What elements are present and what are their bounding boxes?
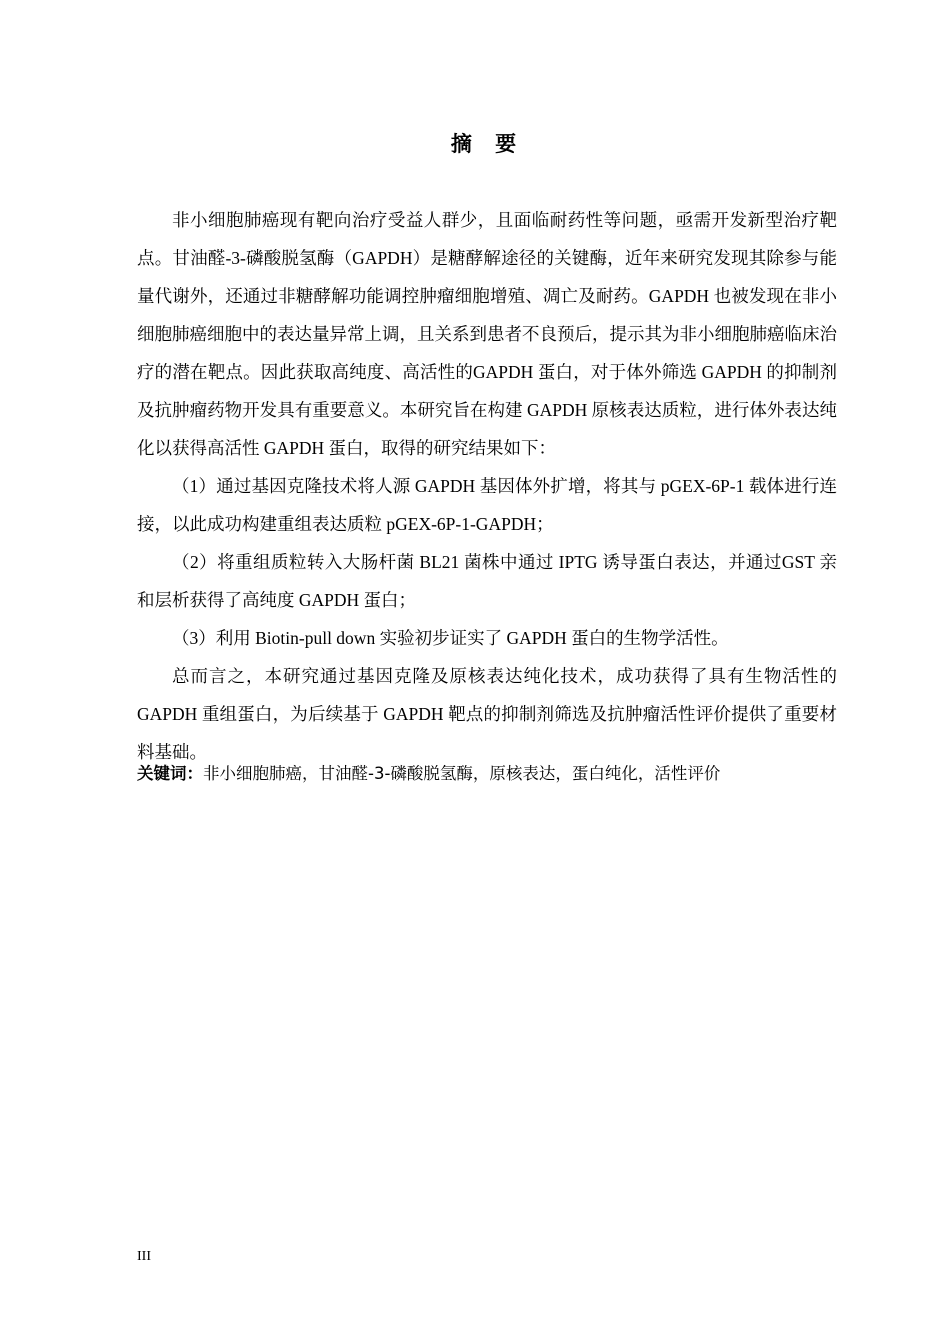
abstract-paragraph-conclusion: 总而言之，本研究通过基因克隆及原核表达纯化技术，成功获得了具有生物活性的 GAPDH 重组蛋白，为后续基于 GAPDH 靶点的抑制剂筛选及抗肿瘤活性评价提供了重要材料基础。	[137, 666, 837, 762]
keywords-text: 非小细胞肺癌，甘油醛-3-磷酸脱氢酶，原核表达，蛋白纯化，活性评价	[203, 764, 721, 783]
abstract-paragraph-result-2: （2）将重组质粒转入大肠杆菌 BL21 菌株中通过 IPTG 诱导蛋白表达，并通过GST 亲和层析获得了高纯度 GAPDH 蛋白；	[137, 552, 837, 610]
abstract-paragraph-result-1: （1）通过基因克隆技术将人源 GAPDH 基因体外扩增，将其与 pGEX-6P-1 载体进行连接，以此成功构建重组表达质粒 pGEX-6P-1-GAPDH；	[137, 476, 837, 534]
page-number: III	[137, 1249, 151, 1264]
abstract-paragraph-result-3: （3）利用 Biotin-pull down 实验初步证实了 GAPDH 蛋白的生物学活性。	[172, 628, 729, 648]
page-title: 摘 要	[450, 132, 525, 156]
keywords-label: 关键词：	[137, 764, 203, 783]
keywords-line	[137, 763, 837, 785]
abstract-paragraph-intro: 非小细胞肺癌现有靶向治疗受益人群少，且面临耐药性等问题，亟需开发新型治疗靶点。甘油醛-3-磷酸脱氢酶（GAPDH）是糖酵解途径的关键酶，近年来研究发现其除参与能量代谢外，还通过非糖酵解功能调控肿瘤细胞增殖、凋亡及耐药。GAPDH 也被发现在非小细胞肺癌细胞中的表达量异常上调，且关系到患者不良预后，提示其为非小细胞肺癌临床治疗的潜在靶点。因此获取高纯度、高活性的GAPDH 蛋白，对于体外筛选 GAPDH 的抑制剂及抗肿瘤药物开发具有重要意义。本研究旨在构建 GAPDH 原核表达质粒，进行体外表达纯化以获得高活性 GAPDH 蛋白，取得的研究结果如下：	[137, 210, 837, 458]
abstract-body	[137, 201, 837, 785]
